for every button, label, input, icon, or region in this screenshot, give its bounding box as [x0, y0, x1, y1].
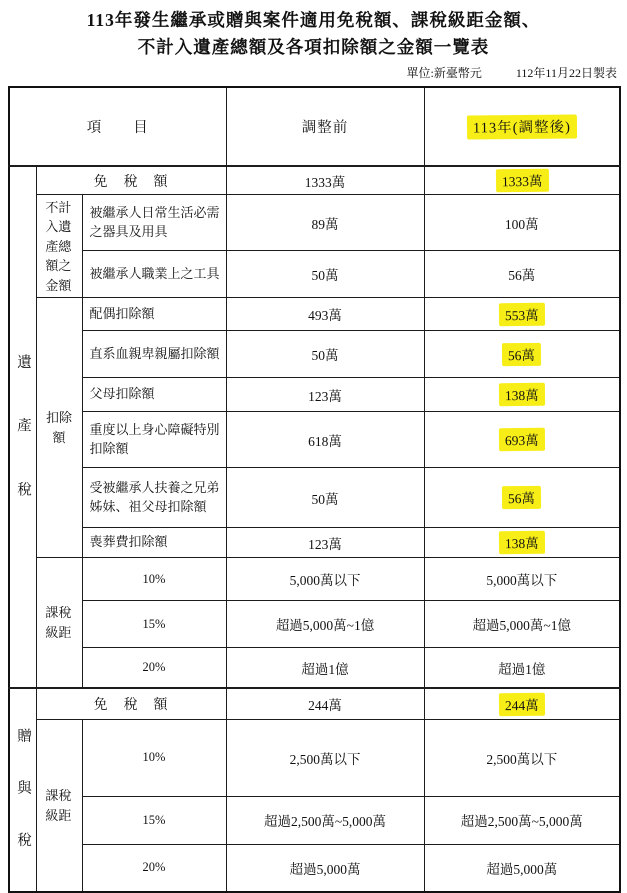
gift-bracket-row-3: [9, 844, 620, 892]
deduction-after-2-highlight: 56萬: [502, 343, 541, 366]
gift-bracket-row-1: [9, 720, 620, 796]
estate-bracket-rate-3: 20%: [82, 648, 226, 688]
deduction-after-1-highlight: 553萬: [499, 303, 545, 326]
gift-bracket-rate-3: 20%: [82, 844, 226, 892]
excluded-category-label: 不計入遺產總額之金額: [45, 199, 72, 293]
gift-bracket-row-2: [9, 796, 620, 844]
header-after-highlight: 113年(調整後): [467, 114, 577, 139]
excluded-item-2: 被繼承人職業上之工具: [82, 251, 226, 298]
deduction-after-3: [424, 378, 620, 412]
excluded-row-1: [9, 195, 620, 251]
header-after: [424, 87, 620, 166]
deduction-before-2: 50萬: [226, 331, 424, 378]
estate-bracket-row-2: [9, 601, 620, 648]
deduction-before-1: 493萬: [226, 298, 424, 331]
unit-note: 單位:新臺幣元: [406, 66, 482, 81]
estate-bracket-rate-2: 15%: [82, 601, 226, 648]
title-line-2: 不計入遺產總額及各項扣除額之金額一覽表: [137, 37, 490, 58]
excluded-row-2: [9, 251, 620, 298]
gift-exemption-row: [9, 688, 620, 720]
deduction-after-5-highlight: 56萬: [502, 486, 541, 509]
estate-bracket-after-2: 超過5,000萬~1億: [424, 601, 620, 648]
deduction-row-1: [9, 298, 620, 331]
estate-bracket-category-label: 課稅級距: [45, 605, 72, 640]
deduction-after-6: [424, 528, 620, 558]
deduction-after-2: [424, 331, 620, 378]
header-row: [9, 87, 620, 166]
table-meta: [0, 64, 627, 81]
gift-exemption-before: 244萬: [226, 688, 424, 720]
estate-bracket-before-2: 超過5,000萬~1億: [226, 601, 424, 648]
title-line-1: 113年發生繼承或贈與案件適用免稅額、課稅級距金額、: [86, 10, 541, 30]
deduction-after-4-highlight: 693萬: [499, 428, 545, 451]
estate-bracket-after-1: 5,000萬以下: [424, 558, 620, 601]
deduction-category-cell: [36, 298, 82, 558]
gift-exemption-after: [424, 688, 620, 720]
deduction-after-1: [424, 298, 620, 331]
deduction-row-5: [9, 468, 620, 528]
excluded-before-2: 50萬: [226, 251, 424, 298]
estate-exemption-row: [9, 166, 620, 195]
deduction-after-4: [424, 412, 620, 468]
estate-tax-type-cell: [9, 166, 36, 688]
header-before: 調整前: [226, 87, 424, 166]
gift-exemption-after-highlight: 244萬: [499, 692, 545, 715]
deduction-item-6: 喪葬費扣除額: [82, 528, 226, 558]
gift-bracket-category-label: 課稅級距: [45, 788, 72, 823]
excluded-after-1: 100萬: [424, 195, 620, 251]
gift-bracket-category-cell: [36, 720, 82, 892]
deduction-after-6-highlight: 138萬: [499, 531, 545, 554]
deduction-before-6: 123萬: [226, 528, 424, 558]
date-note: 112年11月22日製表: [515, 66, 617, 81]
excluded-category-cell: [36, 195, 82, 298]
estate-tax-type-label: 遺產稅: [15, 353, 31, 546]
gift-bracket-after-2: 超過2,500萬~5,000萬: [424, 796, 620, 844]
gift-bracket-after-1: 2,500萬以下: [424, 720, 620, 796]
deduction-item-3: 父母扣除額: [82, 378, 226, 412]
deduction-item-4: 重度以上身心障礙特別扣除額: [82, 412, 226, 468]
deduction-item-2: 直系血親卑親屬扣除額: [82, 331, 226, 378]
deduction-after-5: [424, 468, 620, 528]
deduction-row-6: [9, 528, 620, 558]
estate-exemption-before: 1333萬: [226, 166, 424, 195]
estate-bracket-category-cell: [36, 558, 82, 688]
gift-tax-type-label: 贈與稅: [15, 728, 31, 886]
deduction-row-3: [9, 378, 620, 412]
deduction-before-5: 50萬: [226, 468, 424, 528]
excluded-before-1: 89萬: [226, 195, 424, 251]
deduction-after-3-highlight: 138萬: [499, 383, 545, 406]
estate-bracket-rate-1: 10%: [82, 558, 226, 601]
deduction-category-label: 扣除額: [45, 410, 72, 445]
gift-bracket-before-3: 超過5,000萬: [226, 844, 424, 892]
gift-bracket-rate-2: 15%: [82, 796, 226, 844]
deduction-item-1: 配偶扣除額: [82, 298, 226, 331]
gift-bracket-rate-1: 10%: [82, 720, 226, 796]
deduction-before-4: 618萬: [226, 412, 424, 468]
gift-bracket-before-2: 超過2,500萬~5,000萬: [226, 796, 424, 844]
estate-exemption-after: [424, 166, 620, 195]
gift-bracket-after-3: 超過5,000萬: [424, 844, 620, 892]
estate-bracket-before-1: 5,000萬以下: [226, 558, 424, 601]
gift-exemption-label: 免 稅 額: [36, 688, 226, 720]
estate-exemption-label: 免 稅 額: [36, 166, 226, 195]
estate-bracket-before-3: 超過1億: [226, 648, 424, 688]
header-item: 項 目: [9, 87, 226, 166]
estate-bracket-after-3: 超過1億: [424, 648, 620, 688]
document-title: [0, 0, 627, 61]
excluded-after-2: 56萬: [424, 251, 620, 298]
deduction-row-4: [9, 412, 620, 468]
deduction-item-5: 受被繼承人扶養之兄弟姊妹、祖父母扣除額: [82, 468, 226, 528]
deduction-before-3: 123萬: [226, 378, 424, 412]
estate-bracket-row-3: [9, 648, 620, 688]
deduction-row-2: [9, 331, 620, 378]
excluded-item-1: 被繼承人日常生活必需之器具及用具: [82, 195, 226, 251]
gift-bracket-before-1: 2,500萬以下: [226, 720, 424, 796]
tax-table: [8, 86, 621, 893]
gift-tax-type-cell: [9, 688, 36, 892]
estate-exemption-after-highlight: 1333萬: [495, 169, 548, 193]
estate-bracket-row-1: [9, 558, 620, 601]
